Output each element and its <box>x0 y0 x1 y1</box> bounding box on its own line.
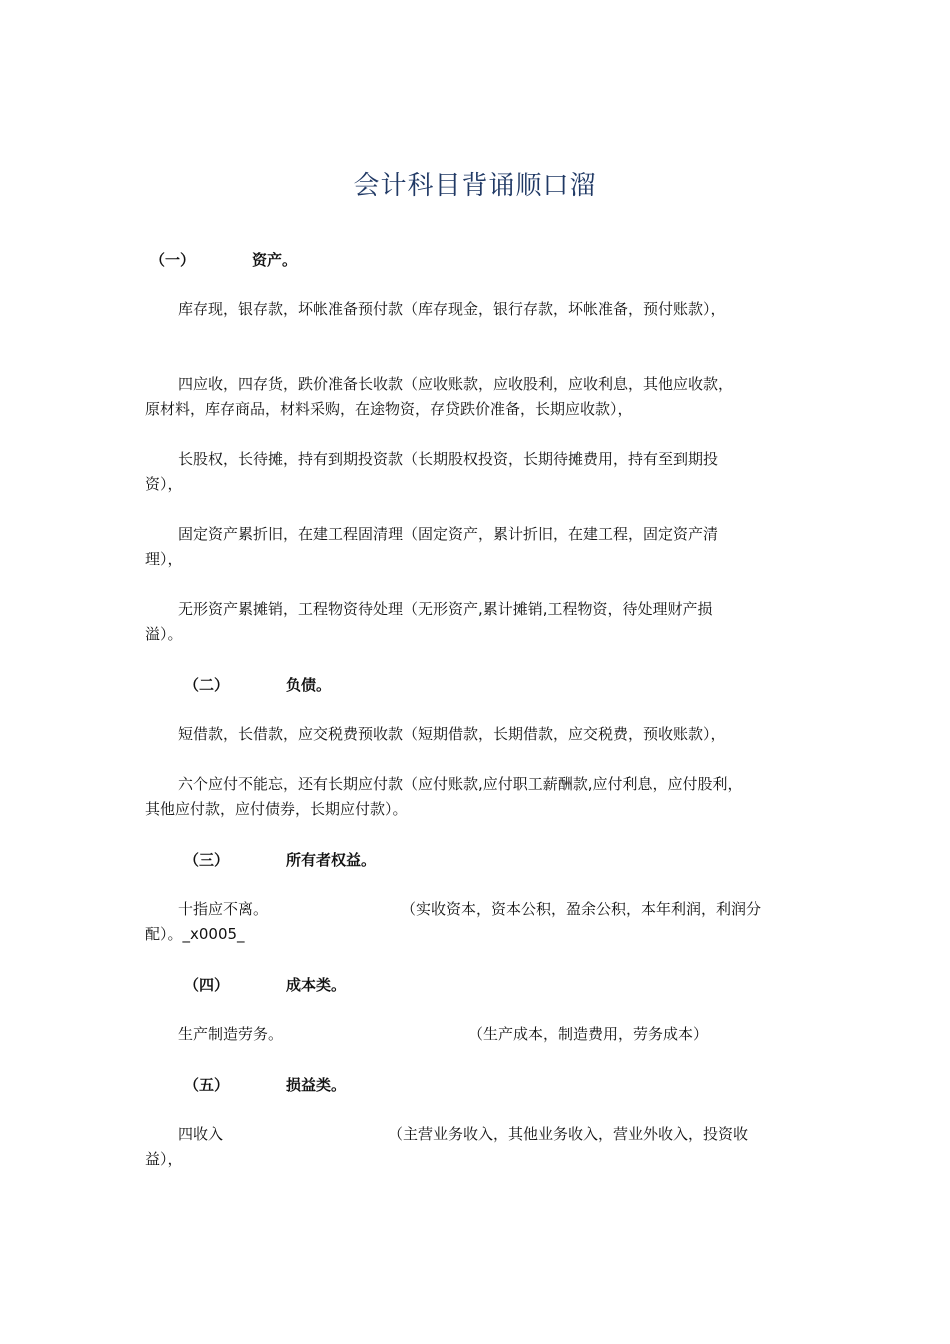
paragraph-line: 短借款，长借款，应交税费预收款（短期借款，长期借款，应交税费，预收账款）， <box>178 725 726 743</box>
paragraph <box>145 597 810 647</box>
section-number: （三） <box>184 851 230 869</box>
paragraph <box>145 1022 810 1047</box>
section-name: 资产。 <box>252 251 298 269</box>
paragraph-line: 益）， <box>145 1150 183 1168</box>
paragraph <box>145 897 810 947</box>
paragraph-line: 原材料，库存商品，材料采购，在途物资，存贷跌价准备，长期应收款）， <box>145 400 633 418</box>
paragraph-detail: （生产成本，制造费用，劳务成本） <box>468 1025 709 1043</box>
paragraph <box>145 372 810 422</box>
section-number: （四） <box>184 976 230 994</box>
section-number: （五） <box>184 1076 230 1094</box>
paragraph-line: 溢）。 <box>145 625 183 643</box>
paragraph <box>145 772 810 822</box>
paragraph-detail: （实收资本，资本公积，盈余公积，本年利润，利润分 <box>401 900 762 918</box>
paragraph-line: 配）。_x0005_ <box>145 925 245 943</box>
paragraph-detail: （主营业务收入，其他业务收入，营业外收入，投资收 <box>388 1125 749 1143</box>
paragraph-line: 四应收，四存货，跌价准备长收款（应收账款，应收股利，应收利息，其他应收款， <box>178 375 734 393</box>
paragraph <box>145 722 810 747</box>
section-name: 损益类。 <box>286 1076 347 1094</box>
paragraph <box>145 297 810 322</box>
paragraph-line: 其他应付款，应付债券，长期应付款）。 <box>145 800 408 818</box>
paragraph-line <box>145 897 810 922</box>
paragraph-line: 资）， <box>145 475 183 493</box>
paragraph-line: 六个应付不能忘，还有长期应付款（应付账款,应付职工薪酬款,应付利息，应付股利， <box>178 775 743 793</box>
section-name: 负债。 <box>286 676 332 694</box>
paragraph <box>145 1122 810 1172</box>
section-number: （二） <box>184 676 230 694</box>
section-name: 所有者权益。 <box>286 851 377 869</box>
paragraph-line: 固定资产累折旧，在建工程固清理（固定资产，累计折旧，在建工程，固定资产清 <box>178 525 719 543</box>
paragraph-line <box>145 1022 810 1047</box>
paragraph-line: 无形资产累摊销，工程物资待处理（无形资产,累计摊销,工程物资，待处理财产损 <box>178 600 713 618</box>
paragraph-line: 库存现，银存款，坏帐准备预付款（库存现金，银行存款，坏帐准备，预付账款）， <box>178 300 726 318</box>
section-name: 成本类。 <box>286 976 347 994</box>
paragraph-line: 理）， <box>145 550 183 568</box>
paragraph-lead: 十指应不离。 <box>178 900 269 918</box>
paragraph <box>145 447 810 497</box>
paragraph <box>145 522 810 572</box>
page-title: 会计科目背诵顺口溜 <box>353 171 597 201</box>
section-number: （一） <box>150 251 196 269</box>
paragraph-line: 长股权，长待摊，持有到期投资款（长期股权投资，长期待摊费用，持有至到期投 <box>178 450 719 468</box>
paragraph-lead: 四收入 <box>178 1125 224 1143</box>
paragraph-line <box>145 1122 810 1147</box>
paragraph-lead: 生产制造劳务。 <box>178 1025 284 1043</box>
